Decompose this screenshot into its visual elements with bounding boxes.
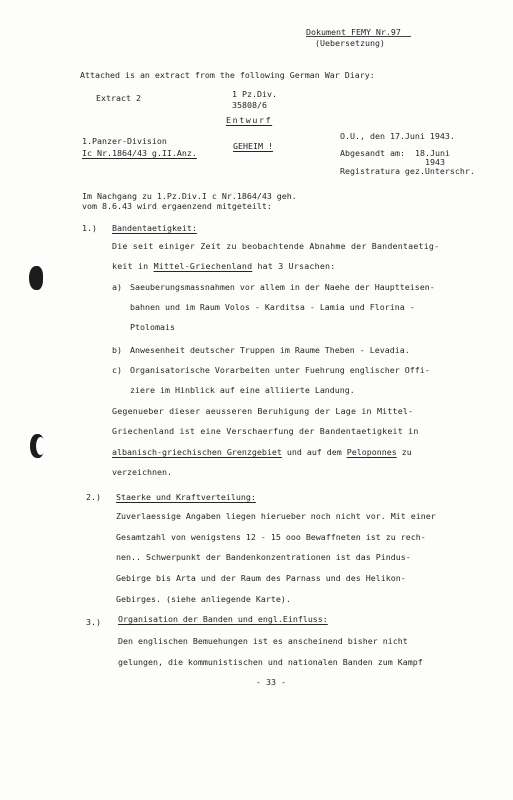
reference-underline xyxy=(306,36,411,37)
section-2-heading: Staerke und Kraftverteilung: xyxy=(116,492,256,502)
region-peloponnes: Peloponnes xyxy=(346,447,397,457)
item-a-label: a) xyxy=(112,282,122,292)
item-c-label: c) xyxy=(112,365,122,375)
document-reference: Dokument FEMY Nr.97 xyxy=(306,27,401,37)
punch-hole xyxy=(30,434,44,458)
intro-line-1: Im Nachgang zu 1.Pz.Div.I c Nr.1864/43 geh. xyxy=(82,191,297,201)
region-mittel-griechenland: Mittel-Griechenland xyxy=(153,261,253,271)
place-and-date: O.U., den 17.Juni 1943. xyxy=(340,131,455,141)
item-a-line-1: Saeuberungsmassnahmen vor allem in der Naehe der Hauptteisen- xyxy=(130,282,435,292)
section-1-line-2: keit in Mittel-Griechenland hat 3 Ursachen: xyxy=(112,261,336,271)
item-a-line-3: Ptolomais xyxy=(130,322,175,332)
section-3-number: 3.) xyxy=(86,617,101,627)
registry-note: Registratura gez.Unterschr. xyxy=(340,166,475,176)
section-1-para-line-4: verzeichnen. xyxy=(112,467,172,477)
extract-label: Extract 2 xyxy=(96,93,141,103)
section-1-number: 1.) xyxy=(82,223,97,233)
sender-unit: 1.Panzer-Division xyxy=(82,136,167,146)
division-short: 1 Pz.Div. xyxy=(232,89,277,99)
section-2-line-2: Gesamtzahl von wenigstens 12 - 15 ooo Bewaffneten ist zu rech- xyxy=(116,532,426,542)
document-reference-note: (Uebersetzung) xyxy=(315,38,385,48)
item-c-line-1: Organisatorische Vorarbeiten unter Fuehrung englischer Offi- xyxy=(130,365,430,375)
dispatched-year: 1943 xyxy=(425,157,445,167)
section-1-line-1: Die seit einiger Zeit zu beobachtende Abnahme der Bandentaetig- xyxy=(112,241,440,251)
section-3-line-2: gelungen, die kommunistischen und nationalen Banden zum Kampf xyxy=(118,657,423,667)
section-3-heading: Organisation der Banden und engl.Einfluss: xyxy=(118,614,328,624)
attached-extract-line: Attached is an extract from the following German War Diary: xyxy=(80,70,375,80)
section-3-line-1: Den englischen Bemuehungen ist es anscheinend bisher nicht xyxy=(118,636,408,646)
page-number: - 33 - xyxy=(256,677,286,687)
intro-line-2: vom 8.6.43 wird ergaenzend mitgeteilt: xyxy=(82,201,272,211)
region-grenzgebiet: albanisch-griechischen Grenzgebiet xyxy=(112,447,282,457)
item-c-line-2: ziere im Hinblick auf eine alliierte Landung. xyxy=(130,385,355,395)
section-1-para-line-2: Griechenland ist eine Verschaerfung der Bandentaetigkeit in xyxy=(112,426,419,436)
document-reference-stamp xyxy=(306,27,414,48)
item-a-line-2: bahnen und im Raum Volos - Karditsa - Lamia und Florina - xyxy=(130,302,415,312)
item-b-line-1: Anwesenheit deutscher Truppen im Raume Theben - Levadia. xyxy=(130,345,410,355)
dispatched-date: 18.Juni xyxy=(415,148,450,158)
reference-number: Ic Nr.1864/43 g.II.Anz. xyxy=(82,148,197,158)
section-2-line-1: Zuverlaessige Angaben liegen hierueber noch nicht vor. Mit einer xyxy=(116,511,436,521)
file-number: 35808/6 xyxy=(232,100,267,110)
item-b-label: b) xyxy=(112,345,122,355)
section-2-line-5: Gebirges. (siehe anliegende Karte). xyxy=(116,594,291,604)
section-1-para-line-1: Gegenueber dieser aeusseren Beruhigung der Lage in Mittel- xyxy=(112,406,414,416)
section-1-para-line-3: albanisch-griechischen Grenzgebiet und auf dem Peloponnes zu xyxy=(112,447,412,457)
punch-hole xyxy=(29,266,43,290)
section-2-number: 2.) xyxy=(86,492,101,502)
section-2-line-3: nen.. Schwerpunkt der Bandenkonzentrationen ist das Pindus- xyxy=(116,552,411,562)
section-1-heading: Bandentaetigkeit: xyxy=(112,223,197,233)
classification-mark: GEHEIM ! xyxy=(233,141,273,151)
section-2-line-4: Gebirge bis Arta und der Raum des Parnass und des Helikon- xyxy=(116,573,406,583)
draft-title: Entwurf xyxy=(226,115,273,125)
dispatched-label: Abgesandt am: xyxy=(340,148,405,158)
